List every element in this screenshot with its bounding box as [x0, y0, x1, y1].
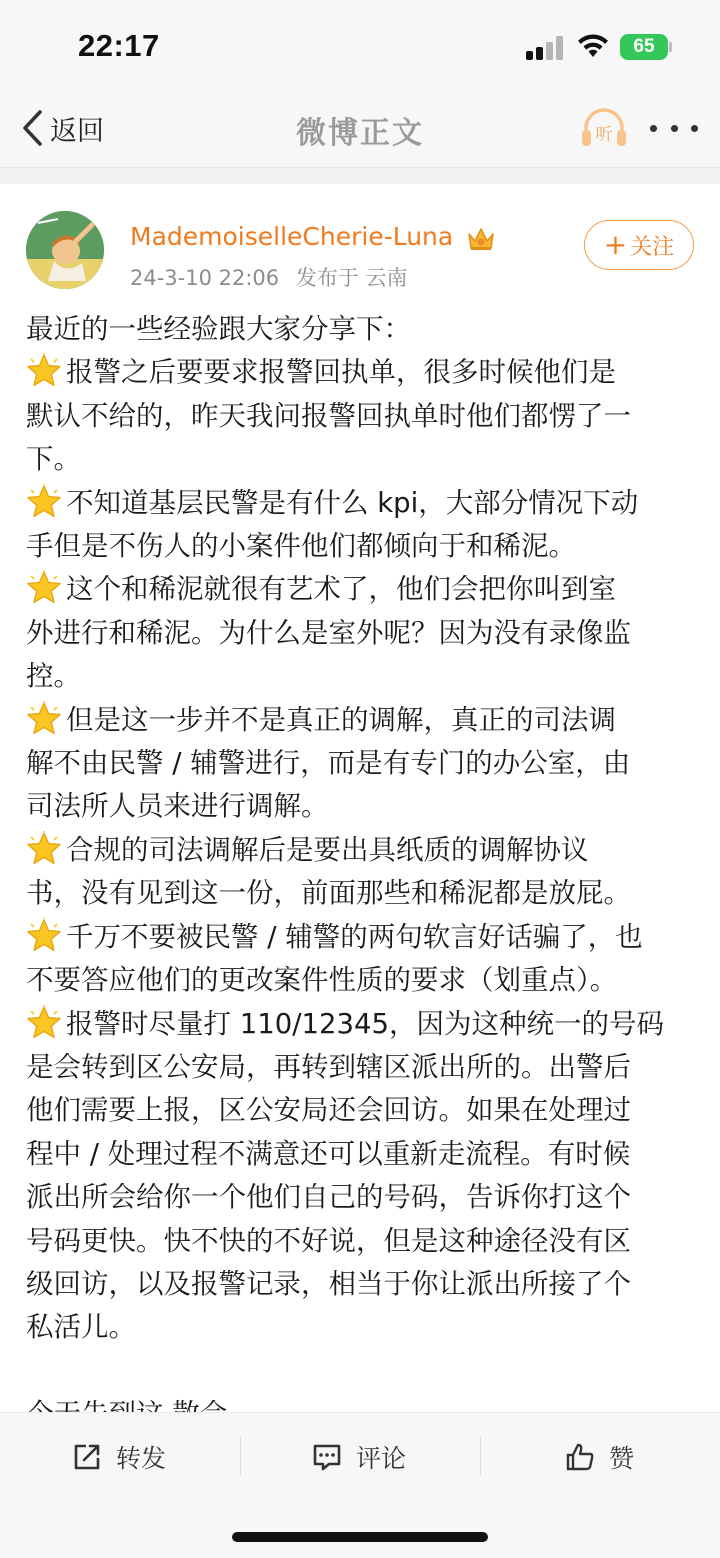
- post-line-text: 千万不要被民警 / 辅警的两句软言好话骗了，也: [66, 920, 643, 953]
- post-line: [26, 785, 698, 828]
- post-line-text: 默认不给的，昨天我问报警回执单时他们都愣了一: [26, 399, 631, 432]
- post-location: 发布于 云南: [295, 266, 408, 290]
- post-body: [26, 308, 698, 1437]
- star-emoji-icon: [26, 918, 62, 952]
- star-emoji-icon: [26, 353, 62, 387]
- post-line-text: 控。: [26, 660, 81, 693]
- post-line: [26, 1220, 698, 1263]
- battery-indicator: 65: [620, 34, 668, 60]
- post-line-text: 他们需要上报，区公安局还会回访。如果在处理过: [26, 1094, 631, 1127]
- status-time: 22:17: [78, 28, 160, 63]
- post-line-text: 解不由民警 / 辅警进行，而是有专门的办公室，由: [26, 747, 631, 780]
- wifi-icon: [576, 33, 610, 59]
- post-line: [26, 525, 698, 568]
- post-line-text: 司法所人员来进行调解。: [26, 790, 329, 823]
- action-divider: [240, 1437, 241, 1475]
- post-line: [26, 612, 698, 655]
- post-line-text: 外进行和稀泥。为什么是室外呢？因为没有录像监: [26, 616, 631, 649]
- plus-icon: +: [603, 228, 628, 261]
- status-bar: [0, 0, 720, 88]
- post-line-text: 号码更快。快不快的不好说，但是这种途径没有区: [26, 1224, 631, 1257]
- post-line: [26, 1176, 698, 1219]
- back-label: 返回: [50, 115, 104, 147]
- follow-button[interactable]: [584, 220, 694, 270]
- post-line: [26, 438, 698, 481]
- post-line-text: 私活儿。: [26, 1311, 136, 1344]
- repost-button[interactable]: [72, 1435, 166, 1479]
- post-line-text: 程中 / 处理过程不满意还可以重新走流程。有时候: [26, 1137, 631, 1170]
- like-button[interactable]: [565, 1435, 634, 1479]
- chevron-left-icon: [20, 108, 44, 148]
- more-button[interactable]: [650, 116, 698, 140]
- comment-label: 评论: [356, 1444, 407, 1473]
- post-line-text: 是会转到区公安局，再转到辖区派出所的。出警后: [26, 1050, 631, 1083]
- post-line: [26, 916, 698, 959]
- post-line-text: 派出所会给你一个他们自己的号码，告诉你打这个: [26, 1181, 631, 1214]
- post-line: [26, 351, 698, 394]
- post-line-text: 不知道基层民警是有什么 kpi，大部分情况下动: [66, 486, 639, 519]
- home-indicator[interactable]: [232, 1532, 488, 1542]
- action-divider: [480, 1437, 481, 1475]
- back-button[interactable]: [20, 106, 104, 150]
- post-line-text: 但是这一步并不是真正的调解，真正的司法调: [66, 703, 616, 736]
- post-line: [26, 742, 698, 785]
- post-line: [26, 959, 698, 1002]
- post-line-text: 级回访，以及报警记录，相当于你让派出所接了个: [26, 1267, 631, 1300]
- post-line-text: 书，没有见到这一份，前面那些和稀泥都是放屁。: [26, 877, 631, 910]
- blank-line: [26, 1350, 698, 1393]
- post-date: 24-3-10 22:06: [130, 266, 280, 290]
- post-line: [26, 1133, 698, 1176]
- star-emoji-icon: [26, 701, 62, 735]
- post-line-text: 不要答应他们的更改案件性质的要求（划重点）。: [26, 964, 618, 997]
- like-label: 赞: [609, 1444, 635, 1473]
- more-dot: [671, 125, 678, 132]
- navigation-bar: [0, 88, 720, 168]
- thumbs-up-icon: [565, 1442, 595, 1472]
- battery-cap: [669, 42, 672, 52]
- post-meta: [130, 262, 418, 292]
- comment-icon: [312, 1442, 342, 1472]
- star-emoji-icon: [26, 831, 62, 865]
- page-title: 微博正文: [296, 116, 424, 151]
- post-line: [26, 655, 698, 698]
- post-line: [26, 1089, 698, 1132]
- listen-label: 听: [595, 125, 613, 145]
- post-line: [26, 1003, 698, 1046]
- crown-icon: [466, 224, 496, 252]
- post-line-text: 手但是不伤人的小案件他们都倾向于和稀泥。: [26, 530, 576, 563]
- post-line: [26, 1306, 698, 1349]
- post-line: [26, 395, 698, 438]
- post-line-text: 最近的一些经验跟大家分享下：: [26, 313, 411, 345]
- post-line: [26, 872, 698, 915]
- author-name[interactable]: MademoiselleCherie-Luna: [130, 222, 454, 251]
- follow-label: 关注: [630, 234, 675, 260]
- post-line: [26, 699, 698, 742]
- post-line: [26, 1046, 698, 1089]
- post-line: [26, 829, 698, 872]
- post-line-text: 这个和稀泥就很有艺术了，他们会把你叫到室: [66, 573, 616, 606]
- star-emoji-icon: [26, 570, 62, 604]
- star-emoji-icon: [26, 1005, 62, 1039]
- post-line: [26, 308, 698, 351]
- post-line-text: 报警时尽量打 110/12345，因为这种统一的号码: [66, 1007, 664, 1040]
- section-separator: [0, 168, 720, 184]
- avatar[interactable]: [26, 211, 104, 289]
- more-dot: [691, 125, 698, 132]
- post-line-text: 报警之后要要求报警回执单，很多时候他们是: [66, 356, 616, 389]
- comment-button[interactable]: [312, 1435, 406, 1479]
- post-line: [26, 568, 698, 611]
- headphones-icon[interactable]: [578, 104, 630, 152]
- cellular-signal-icon: [526, 36, 564, 60]
- star-emoji-icon: [26, 484, 62, 518]
- post-line-text: 合规的司法调解后是要出具纸质的调解协议: [66, 833, 589, 866]
- share-icon: [72, 1442, 102, 1472]
- post-line: [26, 1263, 698, 1306]
- post-line-text: 下。: [26, 443, 81, 476]
- post-line: [26, 482, 698, 525]
- avatar-image: [26, 211, 104, 289]
- repost-label: 转发: [116, 1444, 167, 1473]
- more-dot: [650, 125, 657, 132]
